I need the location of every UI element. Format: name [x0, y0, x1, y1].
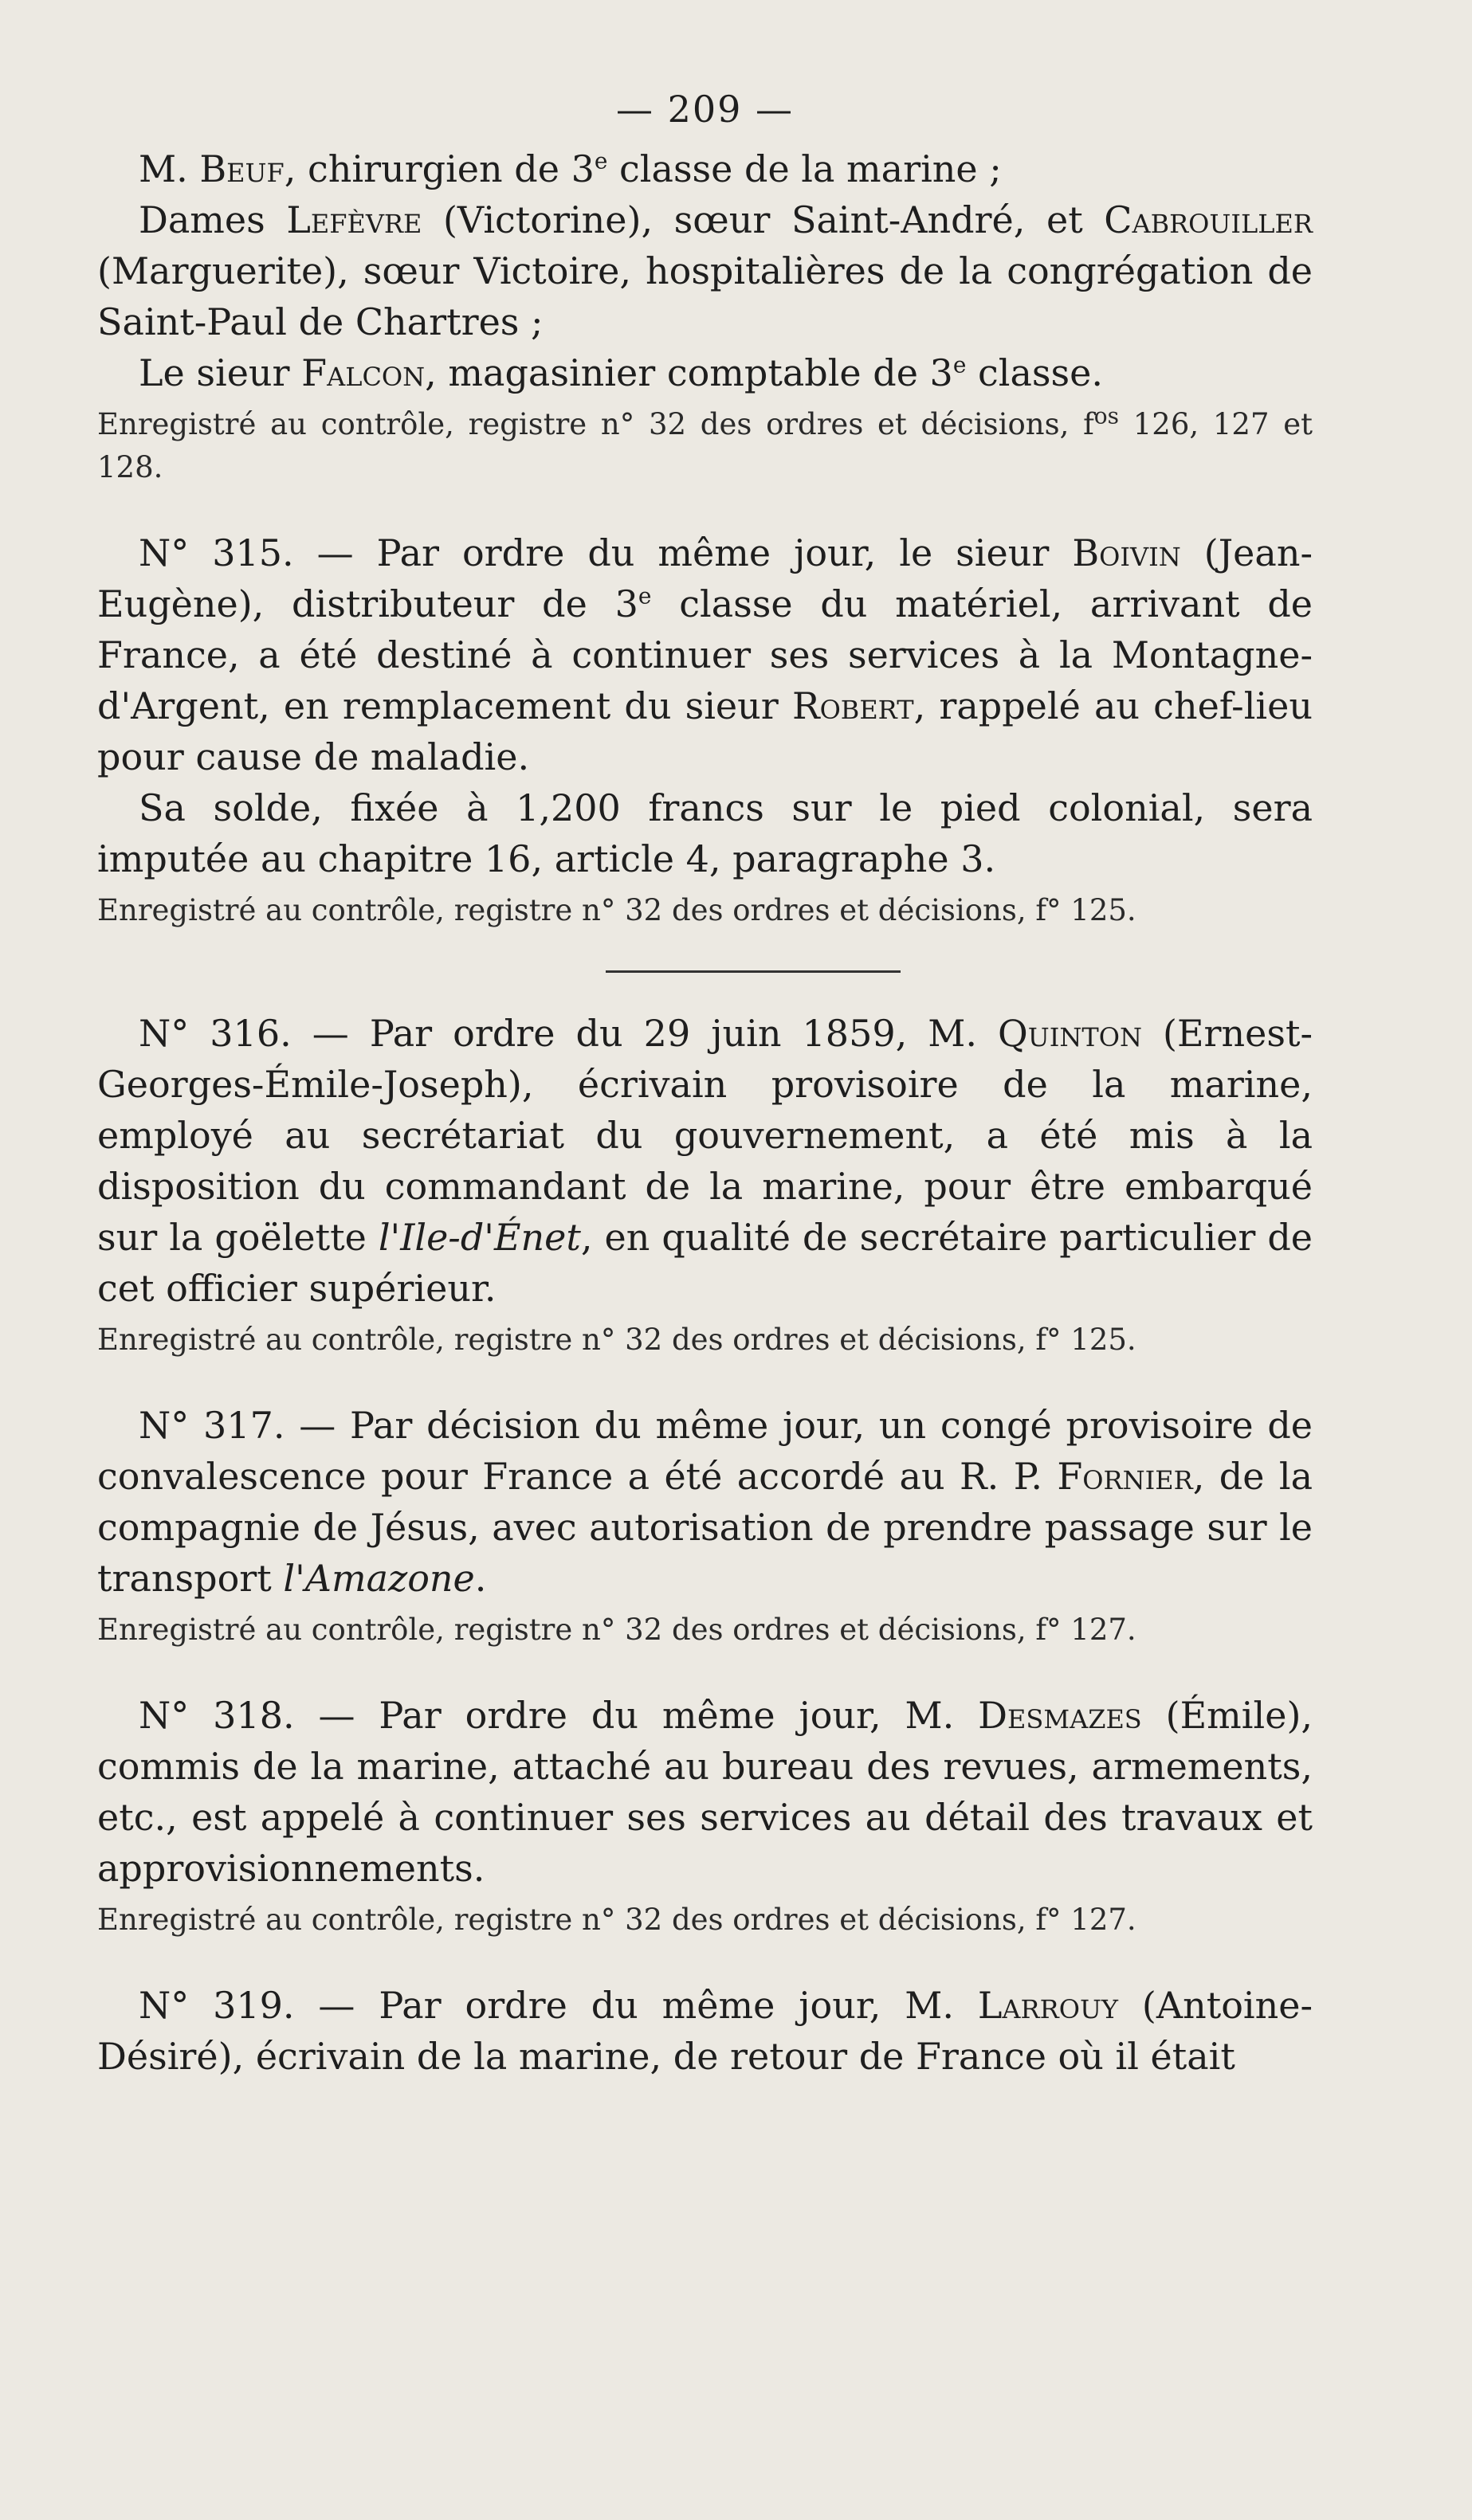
entry-317: [97, 1400, 1313, 1652]
section-divider: [606, 970, 901, 973]
entry-317-text: N° 317. — Par décision du même jour, un congé provisoire de convalescence pour France a été accordé au R. P. Fornier, de la compagnie de Jésus, avec autorisation de prendre passage sur le transport l'Amazone.: [97, 1404, 1313, 1600]
paragraph-dames: Dames Lefèvre (Victorine), sœur Saint-André, et Cabrouiller (Marguerite), sœur Victoire, hospitalières de la congrégation de Saint-Paul de Chartres ;: [97, 198, 1313, 343]
person-name: Falcon: [301, 351, 426, 394]
person-name: Robert: [791, 684, 914, 727]
page-number: — 209 —: [615, 88, 795, 131]
paragraph-falcon: Le sieur Falcon, magasinier comptable de 3e classe.: [139, 351, 1103, 394]
person-name: Cabrouiller: [1104, 198, 1313, 241]
paragraph-beuf: M. Beuf, chirurgien de 3e classe de la marine ;: [139, 147, 1002, 190]
ship-name: l'Ile-d'Énet: [378, 1216, 581, 1259]
entry-318: [97, 1690, 1313, 1942]
person-name: Lefèvre: [286, 198, 422, 241]
person-name: Boivin: [1072, 531, 1181, 574]
register-note: Enregistré au contrôle, registre n° 32 des ordres et décisions, f° 125.: [97, 1323, 1136, 1357]
register-note: Enregistré au contrôle, registre n° 32 des ordres et décisions, f° 127.: [97, 1903, 1136, 1937]
person-name: Larrouy: [977, 1984, 1119, 2027]
entry-316: [97, 1008, 1313, 1362]
entry-318-text: N° 318. — Par ordre du même jour, M. Desmazes (Émile), commis de la marine, attaché au bureau des revues, armements, etc., est appelé à continuer ses services au détail des travaux et approvisionnements.: [97, 1694, 1313, 1890]
register-note: Enregistré au contrôle, registre n° 32 des ordres et décisions, $f^{os}$ 126, 127 et 128.: [97, 402, 1313, 484]
entry-315: [97, 527, 1313, 932]
entry-315-solde: Sa solde, fixée à 1,200 francs sur le pied colonial, sera imputée au chapitre 16, article 4, paragraphe 3.: [97, 786, 1313, 880]
entry-list-continued: [97, 143, 1313, 489]
entry-316-text: N° 316. — Par ordre du 29 juin 1859, M. Quinton (Ernest-Georges-Émile-Joseph), écrivain provisoire de la marine, employé au secrétariat du gouvernement, a été mis à la disposition du commandant de la marine, pour être embarqué sur la goëlette l'Ile-d'Énet, en qualité de secrétaire particulier de cet officier supérieur.: [97, 1012, 1313, 1310]
register-note: Enregistré au contrôle, registre n° 32 des ordres et décisions, f° 127.: [97, 1613, 1136, 1647]
person-name: Fornier: [1057, 1455, 1193, 1498]
entry-319-text: N° 319. — Par ordre du même jour, M. Larrouy (Antoine-Désiré), écrivain de la marine, de retour de France où il était: [97, 1984, 1313, 2078]
register-note: Enregistré au contrôle, registre n° 32 des ordres et décisions, f° 125.: [97, 893, 1136, 927]
person-name: Beuf: [199, 147, 285, 190]
entry-319: [97, 1980, 1313, 2082]
entry-315-text: N° 315. — Par ordre du même jour, le sieur Boivin (Jean-Eugène), distributeur de 3e classe du matériel, arrivant de France, a été destiné à continuer ses services à la Montagne-d'Argent, en remplacement du sieur Robert, rappelé au chef-lieu pour cause de maladie.: [97, 531, 1313, 778]
person-name: Quinton: [998, 1012, 1142, 1055]
ship-name: l'Amazone: [283, 1557, 475, 1600]
person-name: Desmazes: [978, 1694, 1142, 1737]
